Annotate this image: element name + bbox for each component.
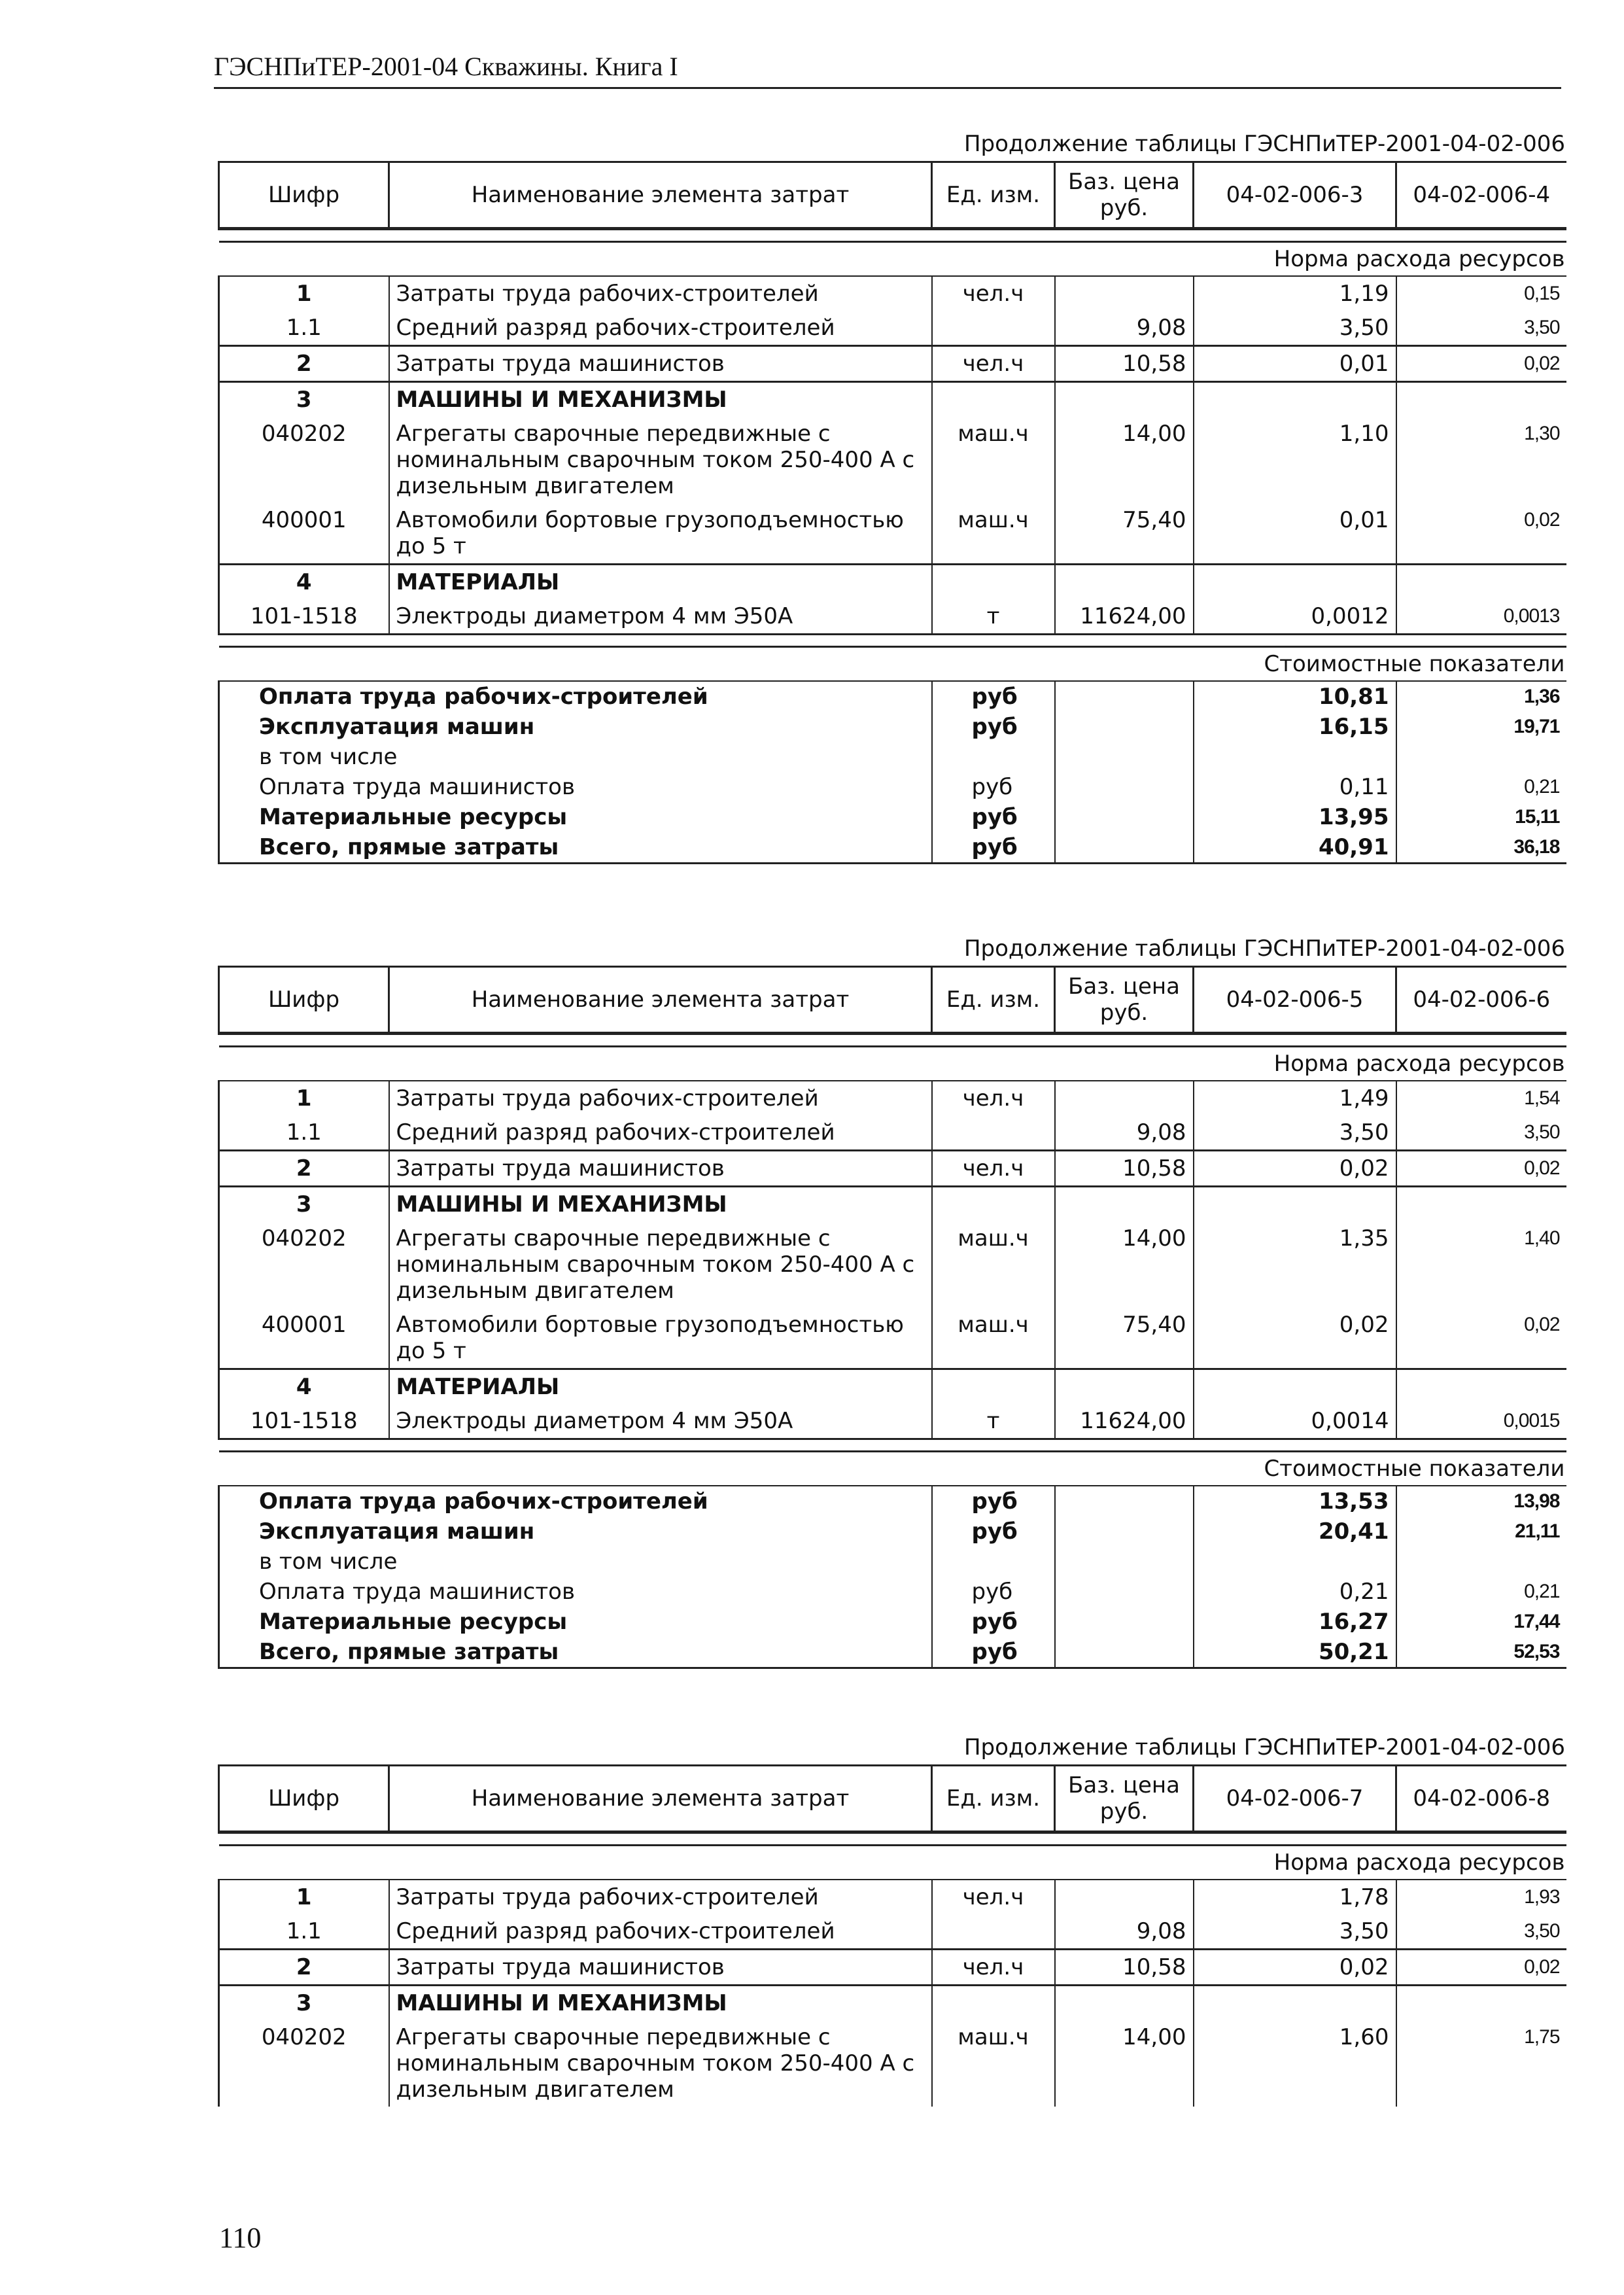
cost-row (219, 1547, 1566, 1577)
row-value-1: 1,10 (1194, 417, 1396, 503)
row-value-1 (1194, 1187, 1396, 1222)
cost-row (219, 1516, 1566, 1547)
cost-unit: руб (932, 802, 1055, 832)
row-value-1: 3,50 (1194, 1115, 1396, 1151)
table-row (219, 565, 1566, 600)
row-value-2 (1396, 1187, 1566, 1222)
cost-label: Всего, прямые затраты (219, 1637, 932, 1668)
cost-unit: руб (932, 1516, 1055, 1547)
section-norms-row (219, 1846, 1566, 1880)
section-norms-row (219, 1047, 1566, 1081)
table-header-row (219, 162, 1566, 229)
row-name: Средний разряд рабочих-строителей (389, 311, 932, 346)
cost-row (219, 1607, 1566, 1637)
row-unit: маш.ч (932, 2020, 1055, 2107)
row-code: 1 (219, 1880, 389, 1914)
row-price (1055, 1986, 1194, 2021)
row-value-2: 3,50 (1396, 311, 1566, 346)
cost-price-empty (1055, 1547, 1194, 1577)
cost-label: в том числе (219, 742, 932, 772)
row-price (1055, 565, 1194, 600)
row-value-1: 1,35 (1194, 1221, 1396, 1308)
cost-value-1: 16,27 (1194, 1607, 1396, 1637)
table-row (219, 1880, 1566, 1914)
row-code: 1 (219, 1081, 389, 1115)
cost-unit: руб (932, 712, 1055, 742)
row-code: 040202 (219, 417, 389, 503)
row-price: 75,40 (1055, 503, 1194, 565)
row-value-1: 0,02 (1194, 1308, 1396, 1369)
cost-row (219, 681, 1566, 712)
cost-price-empty (1055, 1486, 1194, 1516)
cost-value-1: 13,95 (1194, 802, 1396, 832)
cost-value-1: 10,81 (1194, 681, 1396, 712)
row-value-1: 3,50 (1194, 1914, 1396, 1950)
row-unit (932, 1115, 1055, 1151)
cost-value-2 (1396, 1547, 1566, 1577)
table-row (219, 1369, 1566, 1405)
row-price: 75,40 (1055, 1308, 1194, 1369)
cost-price-empty (1055, 772, 1194, 802)
row-unit: т (932, 1404, 1055, 1439)
cost-label: Материальные ресурсы (219, 802, 932, 832)
row-value-1 (1194, 382, 1396, 417)
section-costs-title: Стоимостные показатели (219, 1452, 1566, 1486)
page-header: ГЭСНПиТЕР-2001-04 Скважины. Книга I (214, 51, 1561, 89)
row-price: 10,58 (1055, 1950, 1194, 1986)
table-row (219, 276, 1566, 311)
row-unit (932, 311, 1055, 346)
cost-unit: руб (932, 681, 1055, 712)
table-row (219, 382, 1566, 417)
cost-label: Оплата труда рабочих-строителей (219, 681, 932, 712)
row-value-2: 3,50 (1396, 1914, 1566, 1950)
column-header-code: Шифр (219, 162, 389, 229)
cost-price-empty (1055, 681, 1194, 712)
row-name: Затраты труда рабочих-строителей (389, 1880, 932, 1914)
table-caption: Продолжение таблицы ГЭСНПиТЕР-2001-04-02-006 (963, 131, 1565, 157)
cost-price-empty (1055, 802, 1194, 832)
row-name: Электроды диаметром 4 мм Э50А (389, 1404, 932, 1439)
column-header-price: Баз. цена руб. (1055, 967, 1194, 1034)
row-value-2: 0,15 (1396, 276, 1566, 311)
table-row (219, 1081, 1566, 1115)
cost-unit: руб (932, 832, 1055, 864)
row-unit: чел.ч (932, 1880, 1055, 1914)
row-value-2 (1396, 565, 1566, 600)
cost-unit: руб (932, 1486, 1055, 1516)
cost-value-2: 1,36 (1396, 681, 1566, 712)
cost-row (219, 1486, 1566, 1516)
row-code: 3 (219, 1187, 389, 1222)
cost-value-2: 0,21 (1396, 1577, 1566, 1607)
row-value-2: 1,93 (1396, 1880, 1566, 1914)
row-value-1: 0,01 (1194, 346, 1396, 382)
table-row (219, 1115, 1566, 1151)
row-name: Электроды диаметром 4 мм Э50А (389, 599, 932, 635)
row-name: Затраты труда рабочих-строителей (389, 1081, 932, 1115)
row-value-1: 1,49 (1194, 1081, 1396, 1115)
row-unit: маш.ч (932, 417, 1055, 503)
row-code: 2 (219, 346, 389, 382)
row-value-2: 1,75 (1396, 2020, 1566, 2107)
column-header-unit: Ед. изм. (932, 967, 1055, 1034)
row-name: Агрегаты сварочные передвижные с номинальным сварочным током 250-400 А с дизельным двигателем (389, 417, 932, 503)
row-code: 400001 (219, 503, 389, 565)
cost-label: Эксплуатация машин (219, 712, 932, 742)
row-value-1: 0,0012 (1194, 599, 1396, 635)
row-code: 101-1518 (219, 599, 389, 635)
table-row (219, 1986, 1566, 2021)
cost-value-1: 0,11 (1194, 772, 1396, 802)
section-norms-title: Норма расхода ресурсов (219, 1047, 1566, 1081)
row-code: 3 (219, 1986, 389, 2021)
section-norms-row (219, 242, 1566, 277)
row-value-1: 0,01 (1194, 503, 1396, 565)
cost-unit (932, 742, 1055, 772)
row-name: Средний разряд рабочих-строителей (389, 1914, 932, 1950)
table-row (219, 1404, 1566, 1439)
cost-value-2: 13,98 (1396, 1486, 1566, 1516)
cost-price-empty (1055, 742, 1194, 772)
row-name: Автомобили бортовые грузоподъемностью до 5 т (389, 1308, 932, 1369)
table-header-row (219, 1766, 1566, 1832)
row-code: 1.1 (219, 1115, 389, 1151)
cost-label: Всего, прямые затраты (219, 832, 932, 864)
row-value-2: 0,0013 (1396, 599, 1566, 635)
row-price (1055, 1187, 1194, 1222)
cost-value-2: 52,53 (1396, 1637, 1566, 1668)
cost-label: Оплата труда машинистов (219, 772, 932, 802)
row-unit: маш.ч (932, 1221, 1055, 1308)
cost-value-2: 36,18 (1396, 832, 1566, 864)
row-unit: чел.ч (932, 1151, 1055, 1187)
table-row (219, 599, 1566, 635)
section-costs-row (219, 647, 1566, 682)
row-value-2: 0,02 (1396, 1151, 1566, 1187)
section-costs-row (219, 1452, 1566, 1486)
cost-value-1: 20,41 (1194, 1516, 1396, 1547)
table-row (219, 1187, 1566, 1222)
row-code: 1 (219, 276, 389, 311)
cost-value-1: 50,21 (1194, 1637, 1396, 1668)
row-value-2: 0,0015 (1396, 1404, 1566, 1439)
column-header-norm-2: 04-02-006-8 (1396, 1766, 1566, 1832)
table-row (219, 2020, 1566, 2107)
cost-value-2: 21,11 (1396, 1516, 1566, 1547)
row-value-1: 1,78 (1194, 1880, 1396, 1914)
row-name: Автомобили бортовые грузоподъемностью до 5 т (389, 503, 932, 565)
row-code: 2 (219, 1151, 389, 1187)
row-name: МАШИНЫ И МЕХАНИЗМЫ (389, 1986, 932, 2021)
cost-price-empty (1055, 712, 1194, 742)
row-value-2: 1,30 (1396, 417, 1566, 503)
column-header-code: Шифр (219, 1766, 389, 1832)
column-header-norm-1: 04-02-006-3 (1194, 162, 1396, 229)
table-row (219, 1950, 1566, 1986)
row-code: 4 (219, 1369, 389, 1405)
cost-row (219, 1577, 1566, 1607)
row-value-2 (1396, 382, 1566, 417)
table-row (219, 346, 1566, 382)
row-value-2: 0,02 (1396, 1950, 1566, 1986)
cost-value-1: 16,15 (1194, 712, 1396, 742)
row-price (1055, 1081, 1194, 1115)
row-unit (932, 565, 1055, 600)
row-value-1: 3,50 (1194, 311, 1396, 346)
row-value-2: 1,54 (1396, 1081, 1566, 1115)
row-price: 11624,00 (1055, 1404, 1194, 1439)
row-value-1: 0,02 (1194, 1950, 1396, 1986)
row-code: 1.1 (219, 311, 389, 346)
row-value-2: 3,50 (1396, 1115, 1566, 1151)
cost-row (219, 1637, 1566, 1668)
section-costs-title: Стоимостные показатели (219, 647, 1566, 682)
cost-label: Материальные ресурсы (219, 1607, 932, 1637)
cost-label: Оплата труда рабочих-строителей (219, 1486, 932, 1516)
row-value-2: 0,02 (1396, 1308, 1566, 1369)
row-price (1055, 1369, 1194, 1405)
cost-value-1 (1194, 742, 1396, 772)
cost-value-1: 0,21 (1194, 1577, 1396, 1607)
cost-value-1: 13,53 (1194, 1486, 1396, 1516)
row-name: МАШИНЫ И МЕХАНИЗМЫ (389, 1187, 932, 1222)
row-code: 101-1518 (219, 1404, 389, 1439)
row-name: Затраты труда машинистов (389, 1151, 932, 1187)
row-unit (932, 382, 1055, 417)
row-code: 040202 (219, 2020, 389, 2107)
table-block-3 (218, 1730, 1565, 2107)
cost-row (219, 802, 1566, 832)
row-name: Затраты труда рабочих-строителей (389, 276, 932, 311)
column-header-name: Наименование элемента затрат (389, 162, 932, 229)
cost-price-empty (1055, 1607, 1194, 1637)
column-header-norm-1: 04-02-006-7 (1194, 1766, 1396, 1832)
row-unit: чел.ч (932, 346, 1055, 382)
table-block-1 (218, 127, 1565, 864)
row-value-1 (1194, 1986, 1396, 2021)
table-row (219, 417, 1566, 503)
cost-price-empty (1055, 1516, 1194, 1547)
row-price (1055, 382, 1194, 417)
row-price: 9,08 (1055, 311, 1194, 346)
row-value-1: 0,02 (1194, 1151, 1396, 1187)
row-code: 3 (219, 382, 389, 417)
cost-value-2: 0,21 (1396, 772, 1566, 802)
row-price: 11624,00 (1055, 599, 1194, 635)
column-header-norm-2: 04-02-006-6 (1396, 967, 1566, 1034)
row-name: МАТЕРИАЛЫ (389, 1369, 932, 1405)
row-price: 14,00 (1055, 417, 1194, 503)
row-code: 400001 (219, 1308, 389, 1369)
row-value-1: 1,60 (1194, 2020, 1396, 2107)
column-header-norm-1: 04-02-006-5 (1194, 967, 1396, 1034)
row-price: 14,00 (1055, 2020, 1194, 2107)
row-price (1055, 276, 1194, 311)
row-unit: чел.ч (932, 276, 1055, 311)
column-header-norm-2: 04-02-006-4 (1396, 162, 1566, 229)
row-value-1: 1,19 (1194, 276, 1396, 311)
cost-value-2: 15,11 (1396, 802, 1566, 832)
column-header-price: Баз. цена руб. (1055, 1766, 1194, 1832)
table-caption: Продолжение таблицы ГЭСНПиТЕР-2001-04-02-006 (963, 1734, 1565, 1761)
section-norms-title: Норма расхода ресурсов (219, 1846, 1566, 1880)
cost-unit: руб (932, 1577, 1055, 1607)
row-unit: т (932, 599, 1055, 635)
page-number: 110 (219, 2222, 262, 2254)
row-value-1: 0,0014 (1194, 1404, 1396, 1439)
cost-row (219, 772, 1566, 802)
row-value-2: 0,02 (1396, 346, 1566, 382)
table-row (219, 1308, 1566, 1369)
row-value-2 (1396, 1369, 1566, 1405)
table-row (219, 503, 1566, 565)
row-code: 2 (219, 1950, 389, 1986)
table-row (219, 1221, 1566, 1308)
cost-row (219, 742, 1566, 772)
row-name: Средний разряд рабочих-строителей (389, 1115, 932, 1151)
cost-label: Эксплуатация машин (219, 1516, 932, 1547)
row-code: 040202 (219, 1221, 389, 1308)
cost-price-empty (1055, 832, 1194, 864)
row-value-1 (1194, 565, 1396, 600)
cost-value-2 (1396, 742, 1566, 772)
cost-value-1 (1194, 1547, 1396, 1577)
row-code: 4 (219, 565, 389, 600)
table-header-row (219, 967, 1566, 1034)
cost-unit: руб (932, 1607, 1055, 1637)
cost-unit (932, 1547, 1055, 1577)
row-price: 9,08 (1055, 1914, 1194, 1950)
table-row (219, 311, 1566, 346)
row-price: 14,00 (1055, 1221, 1194, 1308)
cost-label: Оплата труда машинистов (219, 1577, 932, 1607)
row-price (1055, 1880, 1194, 1914)
row-unit: чел.ч (932, 1950, 1055, 1986)
column-header-unit: Ед. изм. (932, 162, 1055, 229)
row-value-2 (1396, 1986, 1566, 2021)
column-header-unit: Ед. изм. (932, 1766, 1055, 1832)
cost-unit: руб (932, 772, 1055, 802)
row-name: МАТЕРИАЛЫ (389, 565, 932, 600)
row-price: 9,08 (1055, 1115, 1194, 1151)
column-header-name: Наименование элемента затрат (389, 967, 932, 1034)
cost-row (219, 712, 1566, 742)
cost-value-2: 17,44 (1396, 1607, 1566, 1637)
cost-unit: руб (932, 1637, 1055, 1668)
table-row (219, 1914, 1566, 1950)
cost-value-2: 19,71 (1396, 712, 1566, 742)
column-header-code: Шифр (219, 967, 389, 1034)
row-unit (932, 1187, 1055, 1222)
row-unit: маш.ч (932, 1308, 1055, 1369)
table-block-2 (218, 932, 1565, 1669)
column-header-name: Наименование элемента затрат (389, 1766, 932, 1832)
row-unit (932, 1369, 1055, 1405)
row-value-2: 1,40 (1396, 1221, 1566, 1308)
resource-table (218, 966, 1566, 1669)
row-name: Затраты труда машинистов (389, 1950, 932, 1986)
resource-table (218, 1764, 1566, 2107)
row-name: МАШИНЫ И МЕХАНИЗМЫ (389, 382, 932, 417)
row-unit (932, 1914, 1055, 1950)
cost-price-empty (1055, 1577, 1194, 1607)
cost-row (219, 832, 1566, 864)
row-name: Агрегаты сварочные передвижные с номинальным сварочным током 250-400 А с дизельным двигателем (389, 2020, 932, 2107)
row-unit: маш.ч (932, 503, 1055, 565)
row-code: 1.1 (219, 1914, 389, 1950)
row-value-2: 0,02 (1396, 503, 1566, 565)
cost-price-empty (1055, 1637, 1194, 1668)
row-name: Затраты труда машинистов (389, 346, 932, 382)
section-norms-title: Норма расхода ресурсов (219, 242, 1566, 277)
cost-label: в том числе (219, 1547, 932, 1577)
row-unit (932, 1986, 1055, 2021)
row-unit: чел.ч (932, 1081, 1055, 1115)
column-header-price: Баз. цена руб. (1055, 162, 1194, 229)
row-price: 10,58 (1055, 1151, 1194, 1187)
row-price: 10,58 (1055, 346, 1194, 382)
row-value-1 (1194, 1369, 1396, 1405)
table-row (219, 1151, 1566, 1187)
table-caption: Продолжение таблицы ГЭСНПиТЕР-2001-04-02-006 (963, 936, 1565, 962)
cost-value-1: 40,91 (1194, 832, 1396, 864)
row-name: Агрегаты сварочные передвижные с номинальным сварочным током 250-400 А с дизельным двигателем (389, 1221, 932, 1308)
resource-table (218, 161, 1566, 864)
